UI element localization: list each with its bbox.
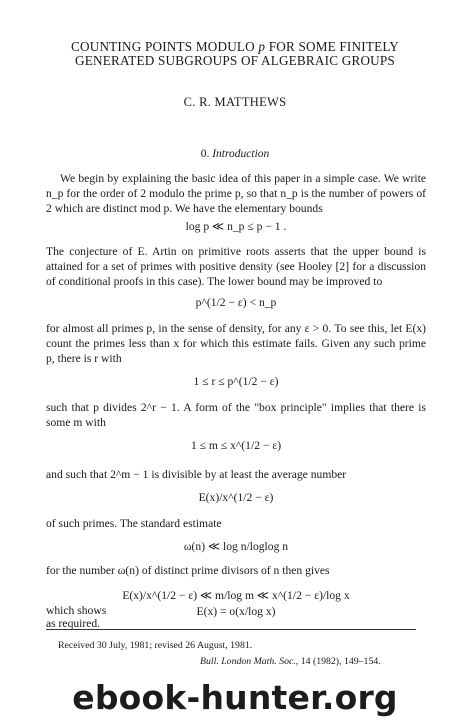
equation-4: 1 ≤ m ≤ x^(1/2 − ε) (190, 439, 282, 452)
paragraph-9: as required. (46, 617, 101, 630)
received-note: Received 30 July, 1981; revised 26 August, 1981. (58, 640, 253, 651)
paragraph-3: for almost all primes p, in the sense of density, for any ε > 0. To see this, let E(x) count the primes less than x for which this estimate fails. Given any such prime p, there is r with (46, 322, 426, 366)
equation-3: 1 ≤ r ≤ p^(1/2 − ε) (193, 375, 279, 388)
paragraph-4: such that p divides 2^r − 1. A form of the "box principle" implies that there is some m with (46, 401, 426, 430)
paragraph-5: and such that 2^m − 1 is divisible by at least the average number (46, 468, 347, 481)
journal-citation: Bull. London Math. Soc., 14 (1982), 149–154. (200, 656, 381, 667)
equation-5: E(x)/x^(1/2 − ε) (198, 491, 274, 504)
paragraph-6: of such primes. The standard estimate (46, 517, 222, 530)
paragraph-8: which shows (46, 604, 107, 617)
equation-8: E(x) = o(x/log x) (196, 605, 276, 618)
section-heading: 0. Introduction (200, 148, 270, 160)
title-line-1: COUNTING POINTS MODULO p FOR SOME FINITELY (71, 39, 399, 54)
title-line-2: GENERATED SUBGROUPS OF ALGEBRAIC GROUPS (75, 53, 395, 68)
footnote-divider (46, 629, 416, 630)
paragraph-2: The conjecture of E. Artin on primitive roots asserts that the upper bound is attained for a set of primes with positive density (see Hooley [2] for a discussion of conditional proofs in this case). The lower bound may be improved to (46, 245, 426, 289)
paragraph-7: for the number ω(n) of distinct prime divisors of n then gives (46, 564, 330, 577)
equation-2: p^(1/2 − ε) < n_p (195, 296, 277, 309)
equation-6: ω(n) ≪ log n/loglog n (183, 540, 289, 553)
author-name: C. R. MATTHEWS (183, 95, 287, 109)
watermark-logo: ebook-hunter.org (72, 678, 398, 717)
paragraph-1: We begin by explaining the basic idea of this paper in a simple case. We write n_p for the order of 2 modulo the prime p, so that n_p is the number of powers of 2 which are distinct mod p. We have the elementary bounds (46, 172, 426, 216)
equation-1: log p ≪ n_p ≤ p − 1 . (185, 220, 287, 233)
paper-title (30, 40, 440, 68)
equation-7: E(x)/x^(1/2 − ε) ≪ m/log m ≪ x^(1/2 − ε)/log x (122, 589, 350, 602)
